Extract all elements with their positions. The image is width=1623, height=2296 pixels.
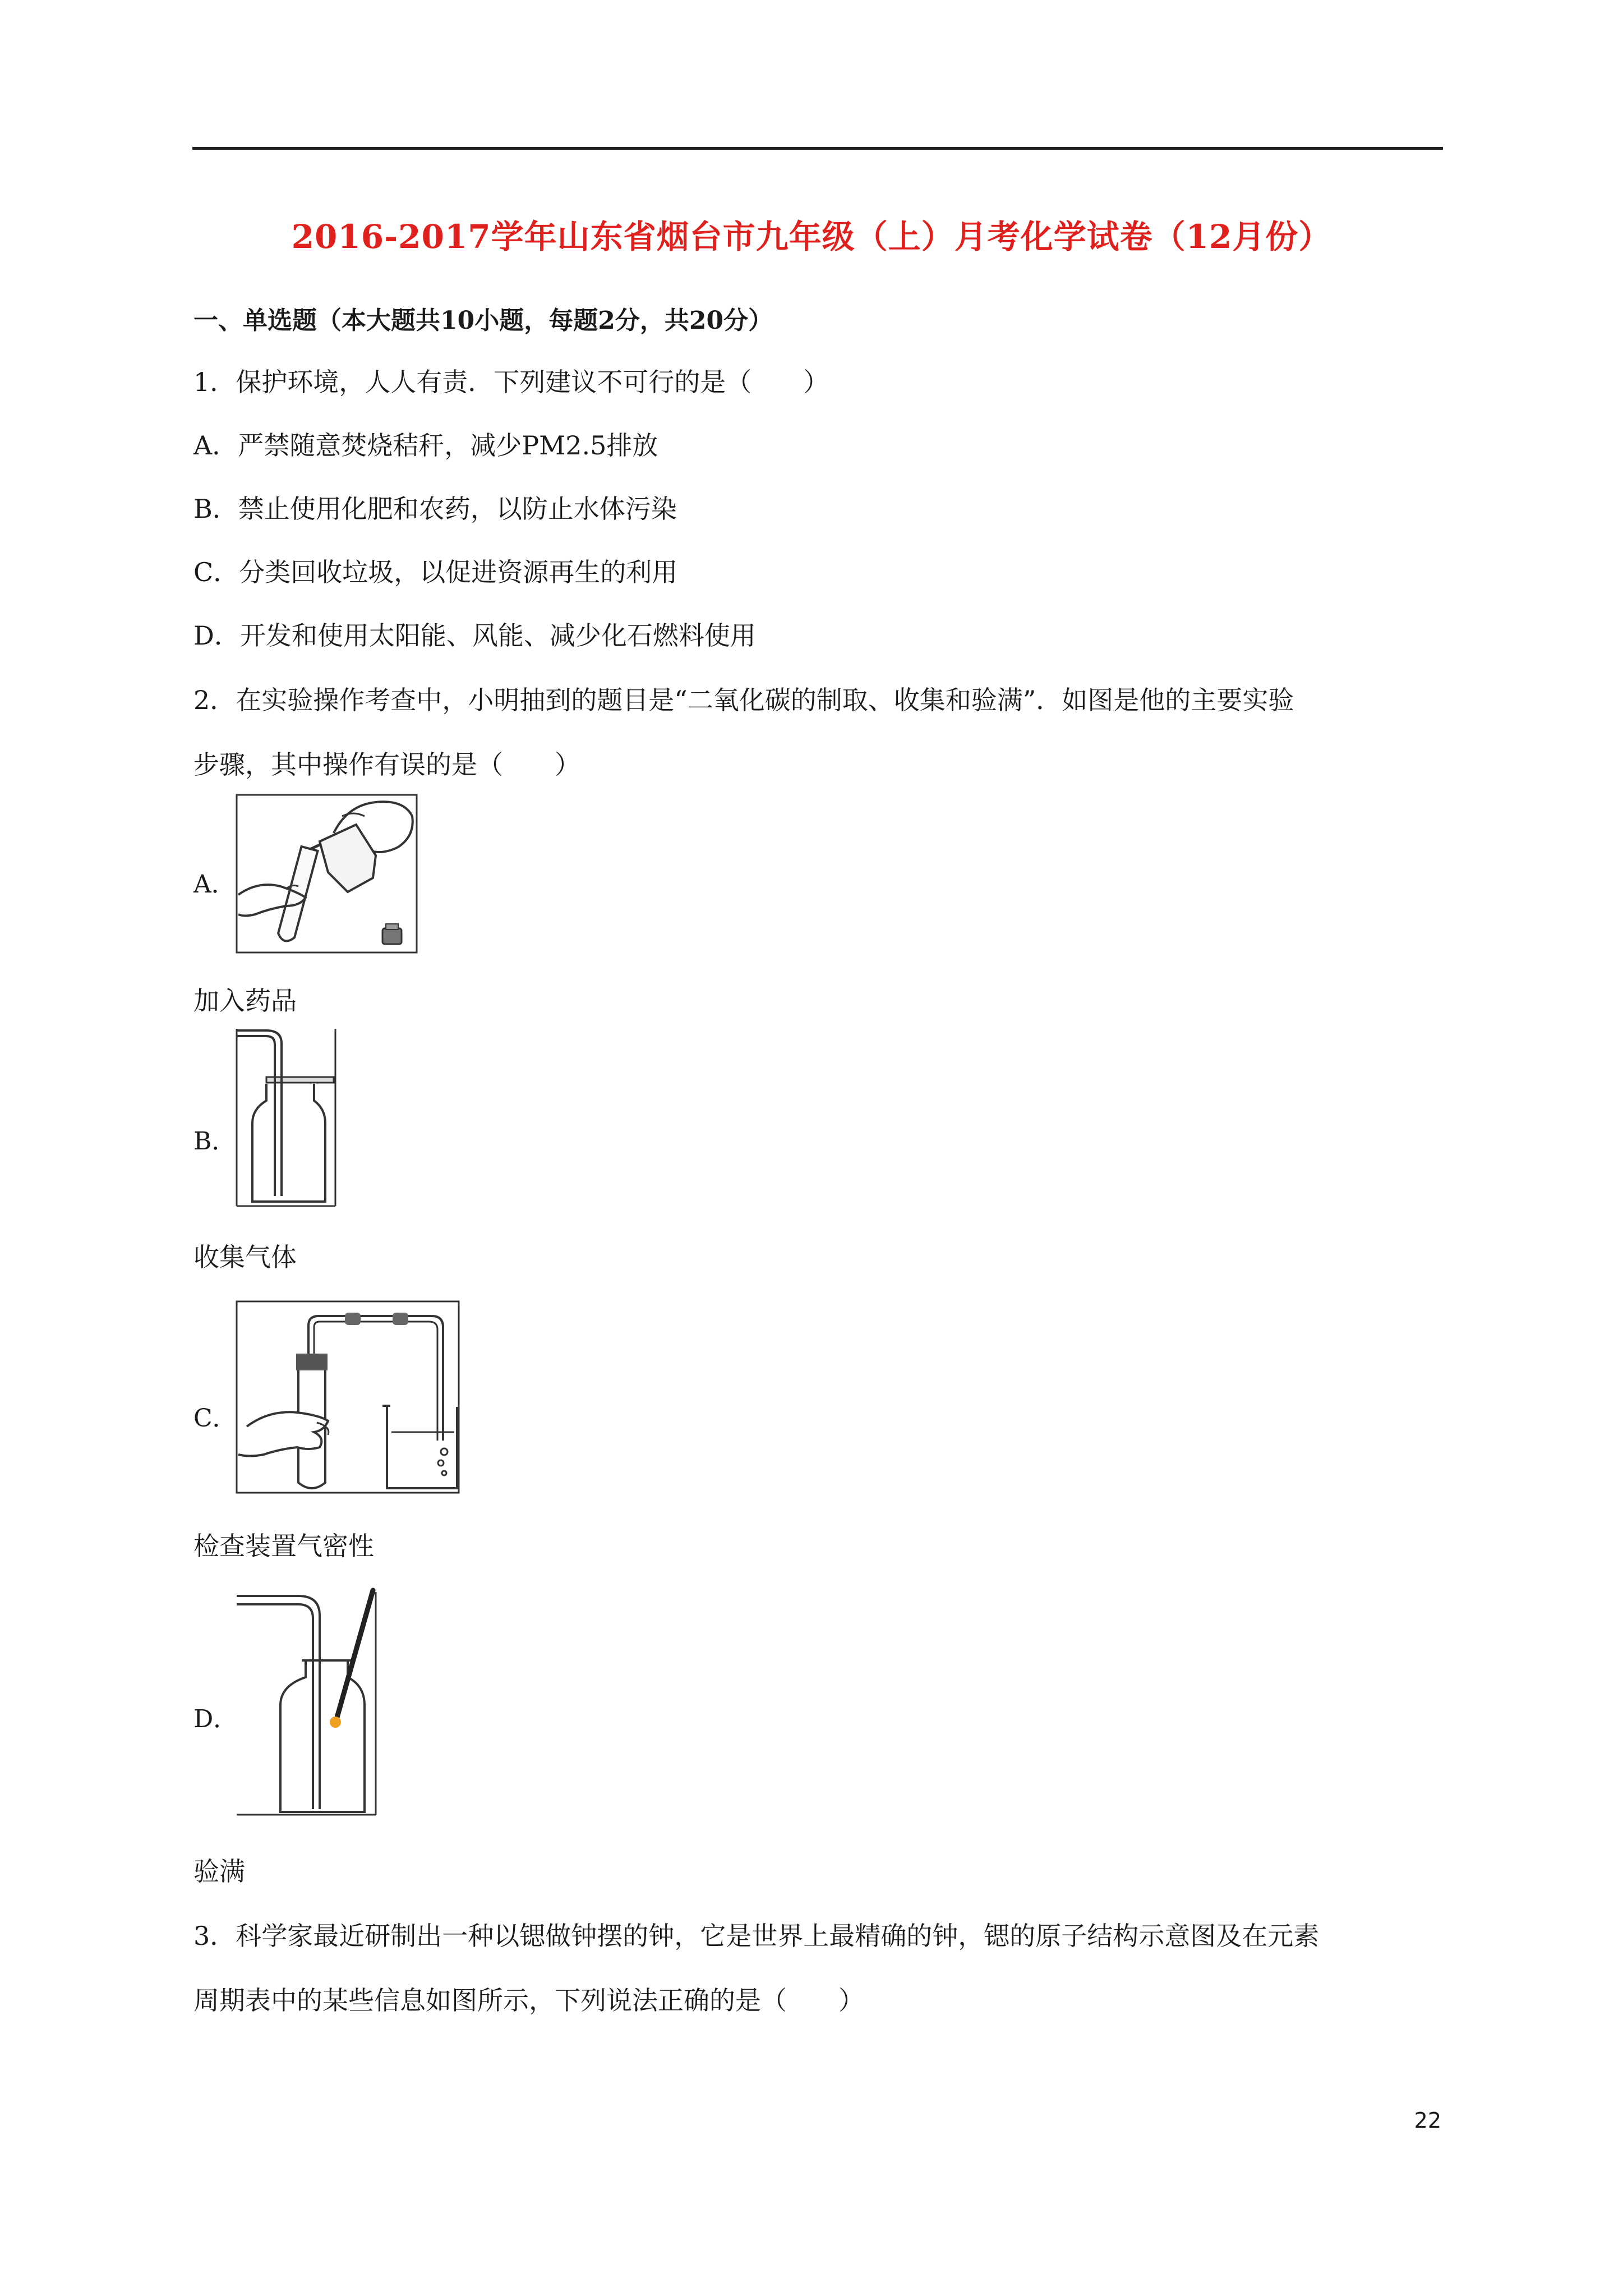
question-2-stem-line-2: 步骤，其中操作有误的是（ ）: [193, 749, 580, 780]
question-1-option-a: A．严禁随意焚烧秸秆，减少PM2.5排放: [193, 430, 658, 461]
question-1-option-c: C．分类回收垃圾，以促进资源再生的利用: [193, 557, 678, 587]
question-2-option-b-caption: 收集气体: [193, 1242, 297, 1272]
question-2-stem-line-1: 2．在实验操作考查中，小明抽到的题目是“二氧化碳的制取、收集和验满”．如图是他的主要实验: [193, 685, 1294, 715]
gas-collecting-bottle-illustration: [236, 1028, 336, 1207]
section-heading: 一、单选题（本大题共10小题，每题2分，共20分）: [193, 306, 773, 335]
question-2-option-d-letter: D．: [193, 1705, 238, 1733]
question-2-option-a-caption: 加入药品: [193, 986, 297, 1016]
question-1-option-d: D．开发和使用太阳能、风能、减少化石燃料使用: [193, 620, 756, 651]
question-2-option-a-letter: A．: [193, 870, 236, 899]
test-tube-pouring-illustration: [236, 794, 418, 954]
question-3-stem-line-1: 3．科学家最近研制出一种以锶做钟摆的钟，它是世界上最精确的钟，锶的原子结构示意图及在元素: [193, 1921, 1320, 1951]
question-3-stem-line-2: 周期表中的某些信息如图所示，下列说法正确的是（ ）: [193, 1985, 864, 2016]
airtightness-check-illustration: [236, 1300, 460, 1494]
question-2-option-c-letter: C．: [193, 1404, 237, 1433]
question-2-option-b-letter: B．: [193, 1127, 237, 1156]
page-title: 2016-2017学年山东省烟台市九年级（上）月考化学试卷（12月份）: [291, 218, 1332, 256]
header-rule: [192, 147, 1443, 150]
question-1-option-b: B．禁止使用化肥和农药，以防止水体污染: [193, 494, 677, 524]
page-number: 22: [1414, 2108, 1441, 2133]
question-1-stem: 1．保护环境，人人有责．下列建议不可行的是（ ）: [193, 367, 829, 397]
question-2-option-d-caption: 验满: [193, 1856, 245, 1887]
question-2-option-c-caption: 检查装置气密性: [193, 1531, 374, 1561]
flame-test-bottle-illustration: [236, 1588, 382, 1818]
